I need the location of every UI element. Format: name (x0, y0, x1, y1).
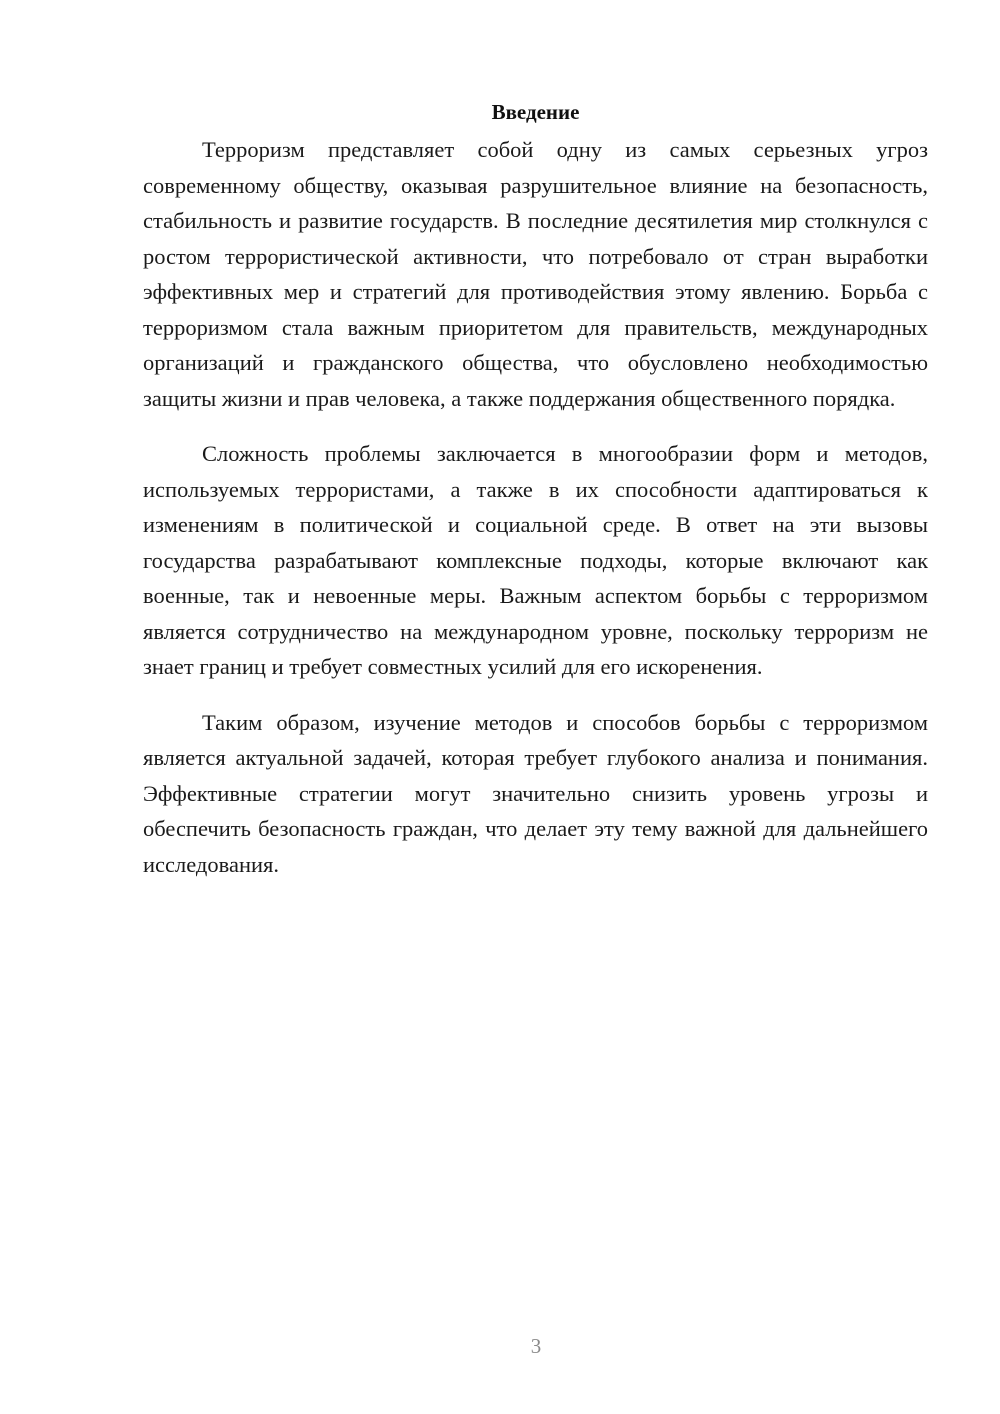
section-title: Введение (491, 100, 580, 124)
paragraph-2: Сложность проблемы заключается в многообразии форм и методов, используемых террористами, а также в их способности адаптироваться к изменениям в политической и социальной среде. В ответ на эти вызовы государства разрабатывают комплексные подходы, которые включают как военные, так и невоенные меры. Важным аспектом борьбы с терроризмом является сотрудничество на международном уровне, поскольку терроризм не знает границ и требует совместных усилий для его искоренения. (143, 441, 928, 679)
paragraph-1: Терроризм представляет собой одну из самых серьезных угроз современному обществу, оказывая разрушительное влияние на безопасность, стабильность и развитие государств. В последние десятилетия мир столкнулся с ростом террористической активности, что потребовало от стран выработки эффективных мер и стратегий для противодействия этому явлению. Борьба с терроризмом стала важным приоритетом для правительств, международных организаций и гражданского общества, что обусловлено необходимостью защиты жизни и прав человека, а также поддержания общественного порядка. (143, 137, 928, 411)
paragraph-3: Таким образом, изучение методов и способов борьбы с терроризмом является актуальной задачей, которая требует глубокого анализа и понимания. Эффективные стратегии могут значительно снизить уровень угрозы и обеспечить безопасность граждан, что делает эту тему важной для дальнейшего исследования. (143, 709, 928, 877)
page-number: 3 (530, 1334, 542, 1358)
page-content (143, 96, 928, 902)
